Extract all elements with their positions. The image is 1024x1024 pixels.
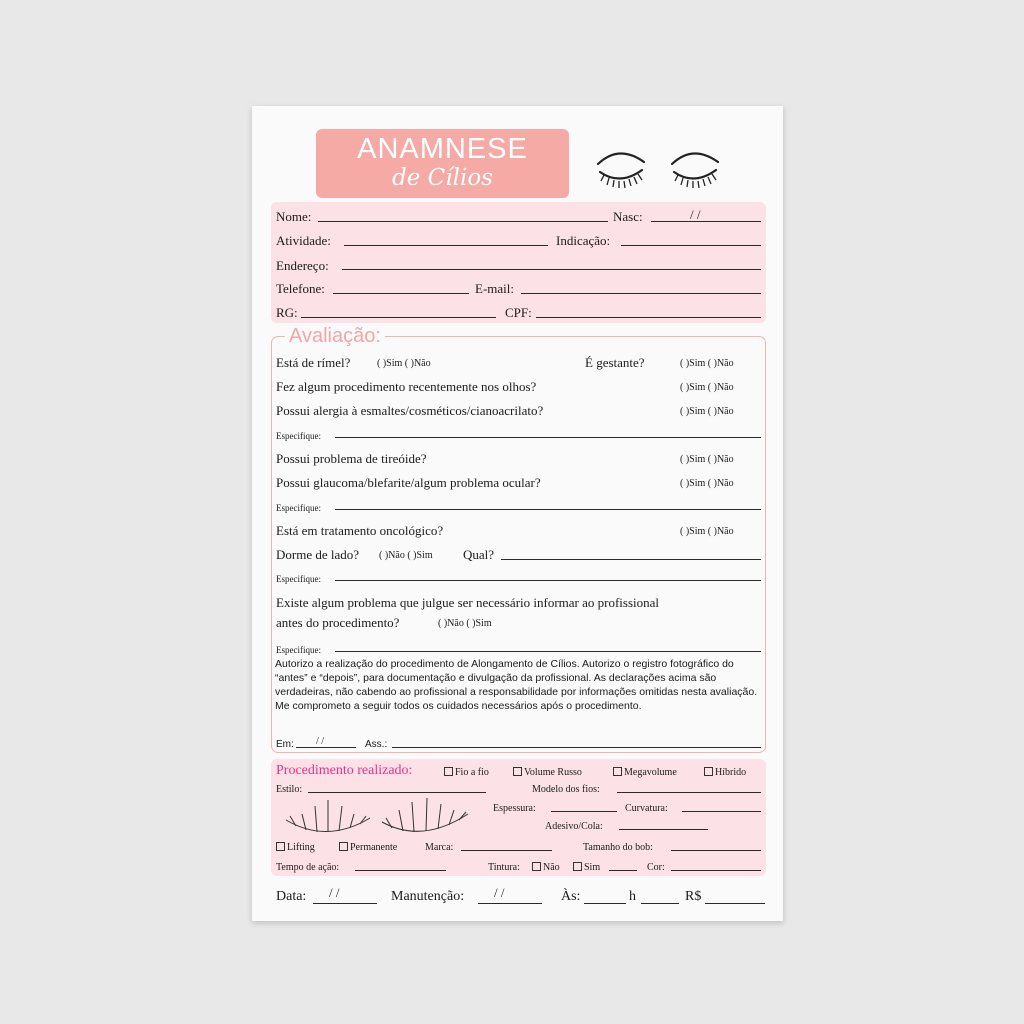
email-label: E-mail: <box>475 281 514 296</box>
qual-label: Qual? <box>463 547 495 562</box>
checkbox-permanente[interactable]: Permanente <box>339 840 397 855</box>
em-slashes: / / <box>316 736 325 747</box>
atividade-field[interactable] <box>344 245 548 246</box>
title-sub: de Cílios <box>392 165 493 191</box>
nome-label: Nome: <box>276 209 312 224</box>
q-dorme: Dorme de lado? <box>276 547 360 562</box>
especifique-field-3[interactable] <box>335 580 761 581</box>
lash-diagram-icon <box>282 796 476 836</box>
opt-procedimento[interactable]: ( )Sim ( )Não <box>680 382 734 393</box>
as-label: Às: <box>561 889 581 904</box>
data-field[interactable] <box>313 903 377 904</box>
cpf-label: CPF: <box>505 305 532 320</box>
title-main: ANAMNESE <box>357 133 528 165</box>
adesivo-label: Adesivo/Cola: <box>545 821 603 832</box>
indicacao-label: Indicação: <box>556 233 611 248</box>
em-field[interactable] <box>296 747 356 748</box>
checkbox-lifting[interactable]: Lifting <box>276 840 315 855</box>
tempo-field[interactable] <box>355 870 446 871</box>
cor-label: Cor: <box>647 862 665 873</box>
title-banner <box>316 129 569 198</box>
h-label: h <box>629 889 636 904</box>
tintura-label: Tintura: <box>488 862 520 873</box>
q-tireoide: Possui problema de tireóide? <box>276 451 427 466</box>
modelo-field[interactable] <box>617 792 761 793</box>
opt-oncologico[interactable]: ( )Sim ( )Não <box>680 526 734 537</box>
curvatura-label: Curvatura: <box>625 803 668 814</box>
opt-existe[interactable]: ( )Não ( )Sim <box>438 618 492 629</box>
opt-glaucoma[interactable]: ( )Sim ( )Não <box>680 478 734 489</box>
rg-field[interactable] <box>301 317 496 318</box>
qual-field[interactable] <box>501 559 761 560</box>
cor-field[interactable] <box>671 870 761 871</box>
opt-dorme[interactable]: ( )Não ( )Sim <box>379 550 433 561</box>
data-label: Data: <box>276 889 307 904</box>
q-glaucoma: Possui glaucoma/blefarite/algum problema ocular? <box>276 475 541 490</box>
checkbox-tintura-sim[interactable]: Sim <box>573 860 600 875</box>
nasc-label: Nasc: <box>613 209 643 224</box>
telefone-field[interactable] <box>333 293 469 294</box>
valor-field[interactable] <box>705 903 765 904</box>
data-slashes: / / <box>329 885 340 900</box>
rg-label: RG: <box>276 305 298 320</box>
q-existe-line2: antes do procedimento? <box>276 615 400 630</box>
cpf-field[interactable] <box>536 317 761 318</box>
endereco-label: Endereço: <box>276 258 329 273</box>
nome-field[interactable] <box>318 221 608 222</box>
q-gestante: É gestante? <box>585 355 645 370</box>
checkbox-volume-russo[interactable]: Volume Russo <box>513 765 582 780</box>
opt-tireoide[interactable]: ( )Sim ( )Não <box>680 454 734 465</box>
consent-text: Autorizo a realização do procedimento de Alongamento de Cílios. Autorizo o registro fotográfico do “antes” e “depois”, para documentação e divulgação da profissional. As declarações acima são verdadeiras, não cabendo ao profissional a responsabilidade por informações omitidas nesta avaliação. Me comprometo a seguir todos os cuidados necessários após o procedimento. <box>275 658 758 712</box>
manutencao-field[interactable] <box>478 903 542 904</box>
especifique-field-2[interactable] <box>335 509 761 510</box>
em-label: Em: <box>276 739 294 750</box>
especifique-label-2: Especifique: <box>276 503 321 513</box>
nasc-field[interactable] <box>651 221 761 222</box>
opt-alergia[interactable]: ( )Sim ( )Não <box>680 406 734 417</box>
endereco-field[interactable] <box>342 269 761 270</box>
tamanho-label: Tamanho do bob: <box>583 842 653 853</box>
especifique-field-1[interactable] <box>335 437 761 438</box>
evaluation-title: Avaliação: <box>285 323 385 349</box>
q-oncologico: Está em tratamento oncológico? <box>276 523 444 538</box>
estilo-field[interactable] <box>308 792 486 793</box>
especifique-field-4[interactable] <box>335 651 761 652</box>
telefone-label: Telefone: <box>276 281 325 296</box>
checkbox-hibrido[interactable]: Híbrido <box>704 765 746 780</box>
opt-gestante[interactable]: ( )Sim ( )Não <box>680 358 734 369</box>
modelo-label: Modelo dos fios: <box>532 784 600 795</box>
tintura-field[interactable] <box>609 870 637 871</box>
checkbox-megavolume[interactable]: Megavolume <box>613 765 677 780</box>
q-procedimento: Fez algum procedimento recentemente nos olhos? <box>276 379 537 394</box>
checkbox-fio-a-fio[interactable]: Fio a fio <box>444 765 489 780</box>
indicacao-field[interactable] <box>621 245 761 246</box>
curvatura-field[interactable] <box>682 811 761 812</box>
checkbox-tintura-nao[interactable]: Não <box>532 860 560 875</box>
rs-label: R$ <box>685 889 702 904</box>
tamanho-field[interactable] <box>671 850 761 851</box>
q-alergia: Possui alergia à esmaltes/cosméticos/cianoacrilato? <box>276 403 544 418</box>
hora-field[interactable] <box>584 903 626 904</box>
espessura-field[interactable] <box>551 811 617 812</box>
signature-field[interactable] <box>392 747 761 748</box>
especifique-label-1: Especifique: <box>276 431 321 441</box>
marca-field[interactable] <box>461 850 552 851</box>
especifique-label-3: Especifique: <box>276 574 321 584</box>
procedure-title: Procedimento realizado: <box>276 763 413 778</box>
marca-label: Marca: <box>425 842 454 853</box>
estilo-label: Estilo: <box>276 784 303 795</box>
minuto-field[interactable] <box>641 903 679 904</box>
q-existe-line1: Existe algum problema que julgue ser necessário informar ao profissional <box>276 595 660 610</box>
opt-rimel[interactable]: ( )Sim ( )Não <box>377 358 431 369</box>
especifique-label-4: Especifique: <box>276 645 321 655</box>
tempo-label: Tempo de ação: <box>276 862 340 873</box>
ass-label: Ass.: <box>365 739 388 750</box>
closed-eyes-icon <box>592 144 727 194</box>
q-rimel: Está de rímel? <box>276 355 351 370</box>
email-field[interactable] <box>521 293 761 294</box>
nasc-slashes: / / <box>690 207 701 222</box>
manutencao-slashes: / / <box>494 885 505 900</box>
atividade-label: Atividade: <box>276 233 331 248</box>
espessura-label: Espessura: <box>493 803 536 814</box>
manutencao-label: Manutenção: <box>391 889 465 904</box>
adesivo-field[interactable] <box>619 829 708 830</box>
